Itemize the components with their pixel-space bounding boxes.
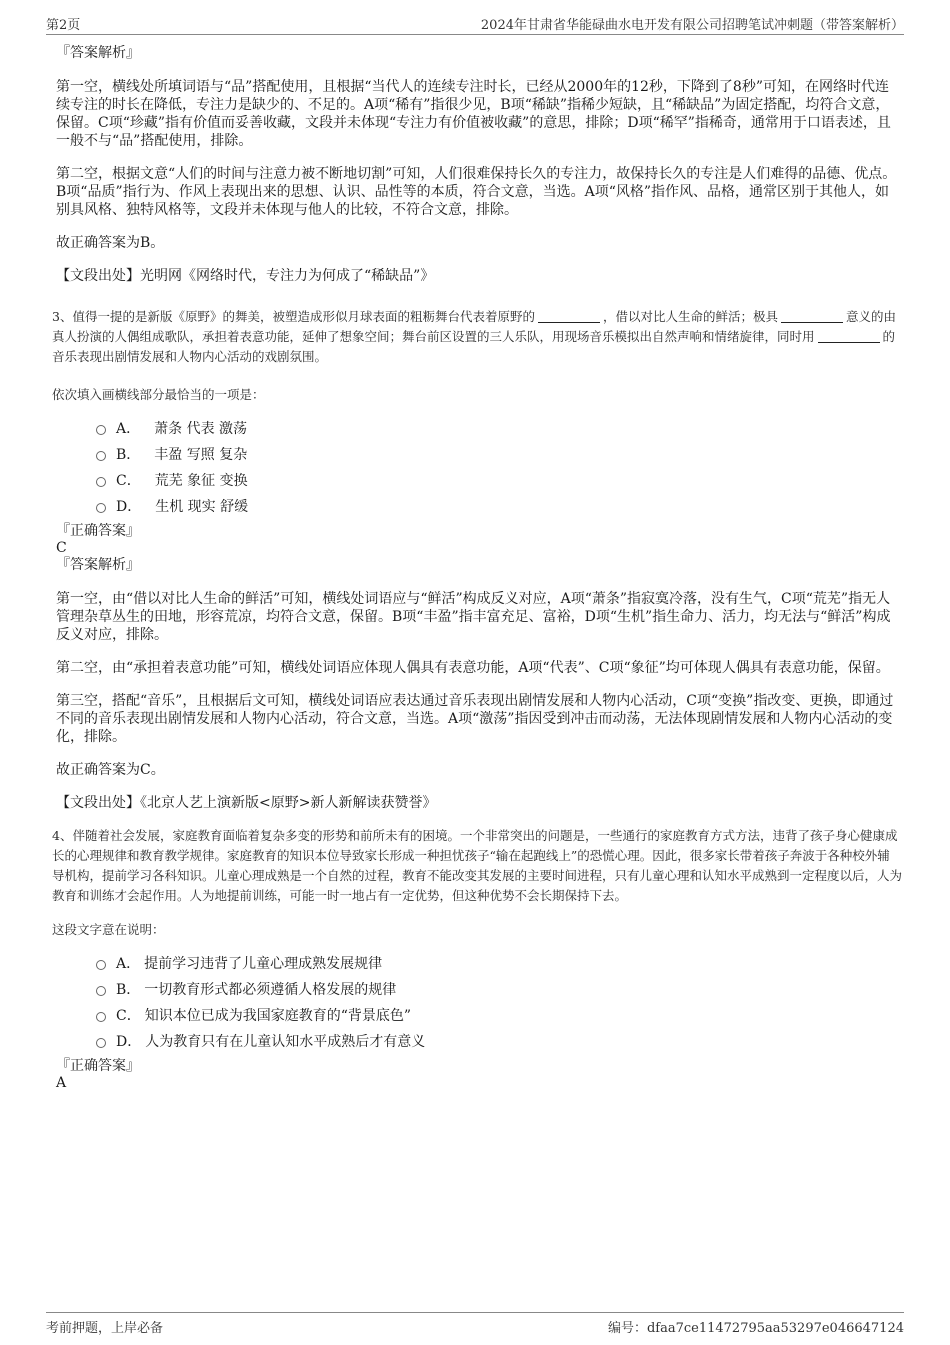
fill-blank xyxy=(818,329,880,343)
question-stem: 3、值得一提的是新版《原野》的舞美，被塑造成形似月球表面的粗粝舞台代表着原野的 ，借以对比人生命的鲜活；极具 意义的由真人扮演的人偶组成歌队，承担着表意功能，延伸了想象空间；舞台前区设置的三人乐队，用现场音乐模拟出自然声响和情绪旋律，同时用 的音乐表现出剧情发展和人物内心活动的戏剧氛围。 xyxy=(52,309,896,364)
option-d[interactable]: D． 生机 现实 舒缓 xyxy=(96,493,902,519)
option-a[interactable]: A． 萧条 代表 激荡 xyxy=(96,415,902,441)
radio-icon[interactable] xyxy=(96,503,106,513)
answer-value: C xyxy=(56,540,67,556)
analysis-label: 『答案解析』 xyxy=(56,45,140,61)
option-d[interactable]: D． 人为教育只有在儿童认知水平成熟后才有意义 xyxy=(96,1028,902,1054)
options-list xyxy=(96,415,902,519)
radio-icon[interactable] xyxy=(96,960,106,970)
analysis-label: 『答案解析』 xyxy=(56,557,140,573)
source-citation: 【文段出处】《北京人艺上演新版<原野>新人新解读获赞誉》 xyxy=(56,795,437,811)
option-b[interactable]: B． 一切教育形式都必须遵循人格发展的规律 xyxy=(96,976,902,1002)
question-prompt: 依次填入画横线部分最恰当的一项是： xyxy=(52,387,265,402)
radio-icon[interactable] xyxy=(96,1038,106,1048)
answer-value: A xyxy=(56,1075,67,1091)
page-number: 第2页 xyxy=(46,18,81,33)
question-stem: 4、伴随着社会发展，家庭教育面临着复杂多变的形势和前所未有的困境。一个非常突出的问题是，一些通行的家庭教育方式方法，违背了孩子身心健康成长的心理规律和教育教学规律。家庭教育的知识本位导致家长形成一种担忧孩子“输在起跑线上”的恐慌心理。因此，很多家长带着孩子奔波于各种校外辅导机构，提前学习各科知识。儿童心理成熟是一个自然的过程，教育不能改变其发展的主要时间进程，只有儿童心理和认知水平成熟到一定程度以后，人为教育和训练才会起作用。人为地提前训练，可能一时一地占有一定优势，但这种优势不会长期保持下去。 xyxy=(52,828,903,903)
radio-icon[interactable] xyxy=(96,477,106,487)
source-citation: 【文段出处】光明网《网络时代，专注力为何成了“稀缺品”》 xyxy=(56,268,435,284)
options-list xyxy=(96,950,902,1054)
radio-icon[interactable] xyxy=(96,1012,106,1022)
fill-blank xyxy=(538,309,600,323)
radio-icon[interactable] xyxy=(96,451,106,461)
option-c[interactable]: C． 荒芜 象征 变换 xyxy=(96,467,902,493)
document-title: 2024年甘肃省华能碌曲水电开发有限公司招聘笔试冲刺题（带答案解析） xyxy=(480,18,904,33)
analysis-paragraph: 第一空，由“借以对比人生命的鲜活”可知，横线处词语应与“鲜活”构成反义对应，A项“萧条”指寂寞冷落，没有生气，C项“荒芜”指无人管理杂草丛生的田地，形容荒凉，均符合文意，保留。B项“丰盈”指丰富充足、富裕，D项“生机”指生命力、活力，均无法与“鲜活”构成反义对应，排除。 xyxy=(56,591,891,643)
analysis-paragraph: 第三空，搭配“音乐”，且根据后文可知，横线处词语应表达通过音乐表现出剧情发展和人物内心活动，C项“变换”指改变、更换，即通过不同的音乐表现出剧情发展和人物内心活动，符合文意，当选。A项“激荡”指因受到冲击而动荡，无法体现剧情发展和人物内心活动的变化，排除。 xyxy=(56,693,894,745)
page-content xyxy=(52,44,903,1092)
radio-icon[interactable] xyxy=(96,425,106,435)
answer-label: 『正确答案』 xyxy=(56,523,140,539)
page-footer xyxy=(46,1312,904,1336)
conclusion: 故正确答案为C。 xyxy=(56,762,165,778)
answer-label: 『正确答案』 xyxy=(56,1058,140,1074)
analysis-paragraph: 第一空，横线处所填词语与“品”搭配使用，且根据“当代人的连续专注时长，已经从2000年的12秒，下降到了8秒”可知，在网络时代连续专注的时长在降低，专注力是缺少的、不足的。A项“稀有”指很少见，B项“稀缺”指稀少短缺，且“稀缺品”为固定搭配，均符合文意，保留。C项“珍藏”指有价值而妥善收藏，文段并未体现“专注力有价值被收藏”的意思，排除；D项“稀罕”指稀奇，通常用于口语表述，且一般不与“品”搭配使用，排除。 xyxy=(56,79,891,149)
conclusion: 故正确答案为B。 xyxy=(56,235,165,251)
analysis-paragraph: 第二空，根据文意“人们的时间与注意力被不断地切割”可知，人们很难保持长久的专注力，故保持长久的专注是人们难得的品德、优点。B项“品质”指行为、作风上表现出来的思想、认识、品性等的本质，符合文意，当选。A项“风格”指作风、品格，通常区别于其他人，如别具风格、独特风格等，文段并未体现与他人的比较，不符合文意，排除。 xyxy=(56,166,897,218)
page-header xyxy=(46,14,904,35)
radio-icon[interactable] xyxy=(96,986,106,996)
option-c[interactable]: C． 知识本位已成为我国家庭教育的“背景底色” xyxy=(96,1002,902,1028)
question-prompt: 这段文字意在说明： xyxy=(52,922,165,937)
option-a[interactable]: A． 提前学习违背了儿童心理成熟发展规律 xyxy=(96,950,902,976)
fill-blank xyxy=(781,309,843,323)
analysis-paragraph: 第二空，由“承担着表意功能”可知，横线处词语应体现人偶具有表意功能，A项“代表”、C项“象征”均可体现人偶具有表意功能，保留。 xyxy=(56,660,890,676)
option-b[interactable]: B． 丰盈 写照 复杂 xyxy=(96,441,902,467)
document-id: 编号：dfaa7ce11472795aa53297e046647124 xyxy=(607,1321,904,1336)
footer-slogan: 考前押题，上岸必备 xyxy=(46,1321,164,1336)
